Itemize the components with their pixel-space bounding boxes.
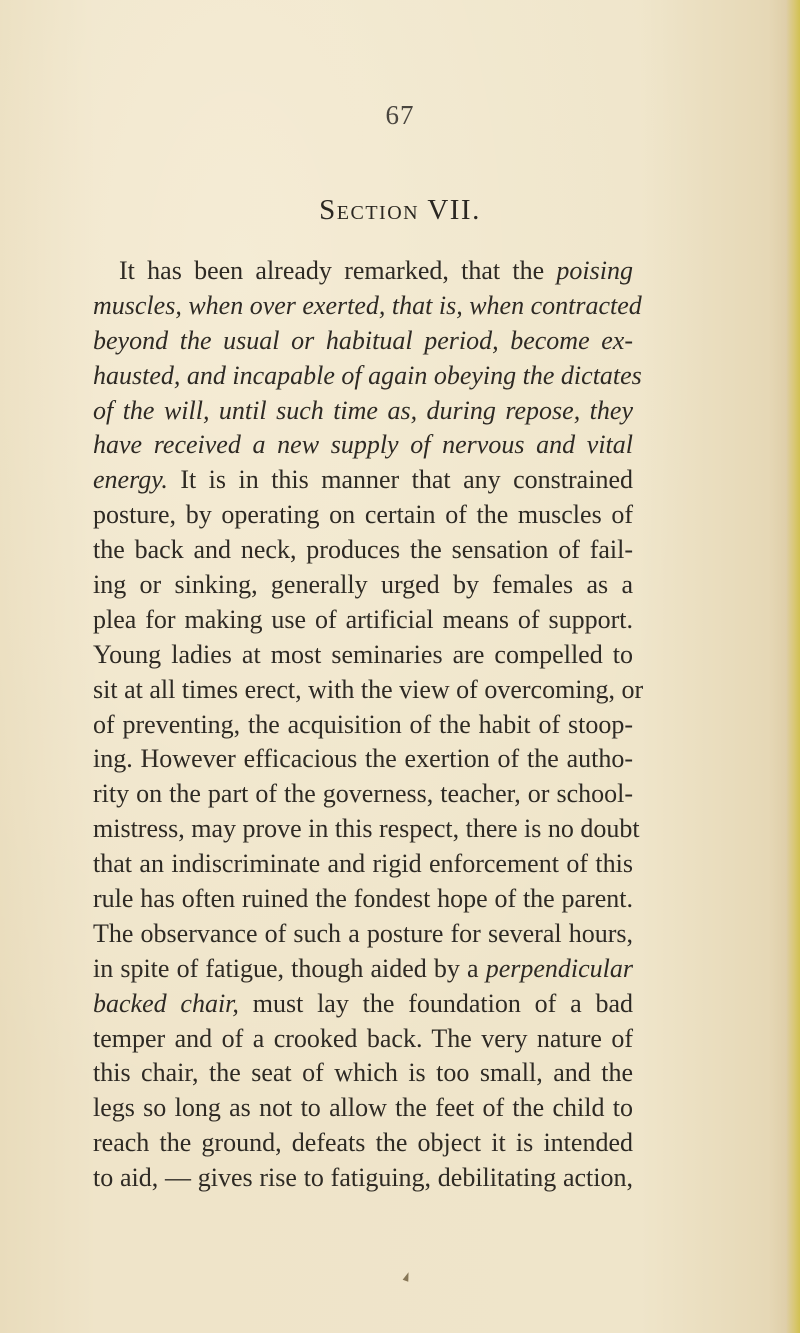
text-line (93, 463, 633, 498)
text-run: ing. However efficacious the exertion of the autho- (93, 744, 633, 774)
italic-text: poising (556, 256, 633, 285)
text-run: in spite of fatigue, though aided by a (93, 953, 486, 983)
text-run: to aid, — gives rise to fatiguing, debilitating action, (93, 1163, 633, 1193)
text-run: posture, by operating on certain of the muscles of (93, 500, 633, 530)
text-line (93, 568, 633, 603)
text-line (93, 952, 633, 987)
text-run: plea for making use of artificial means of support. (93, 604, 633, 634)
text-run: The observance of such a posture for several hours, (93, 918, 633, 948)
text-line (93, 254, 633, 289)
text-line (93, 847, 633, 882)
italic-text: have received a new supply of nervous and vital (93, 430, 633, 460)
text-line (93, 498, 633, 533)
text-line (93, 987, 633, 1022)
text-run: It is in this manner that any constrained (167, 465, 633, 495)
page-number: 67 (385, 100, 415, 130)
text-run: Young ladies at most seminaries are compelled to (93, 639, 633, 669)
ink-speck (403, 1271, 412, 1282)
text-line (93, 673, 644, 708)
text-line (93, 638, 633, 673)
text-line (93, 812, 640, 847)
text-line (93, 359, 642, 394)
text-line (93, 324, 633, 359)
text-run: must lay the foundation of a bad (238, 988, 633, 1018)
text-line (93, 1091, 633, 1126)
text-line (93, 1161, 633, 1196)
text-line (93, 882, 633, 917)
text-run: temper and of a crooked back. The very nature of (93, 1023, 633, 1053)
text-run: of preventing, the acquisition of the habit of stoop- (93, 709, 633, 739)
text-line (93, 1056, 633, 1091)
text-run: reach the ground, defeats the object it is intended (93, 1128, 633, 1158)
italic-text: hausted, and incapable of again obeying the dictates (93, 360, 642, 390)
text-line (93, 394, 633, 429)
text-line (93, 1126, 633, 1161)
text-run: the back and neck, produces the sensation of fail- (93, 535, 633, 565)
text-run: rity on the part of the governess, teacher, or school- (93, 779, 633, 809)
italic-text: beyond the usual or habitual period, become ex- (93, 325, 633, 355)
text-run: ing or sinking, generally urged by females as a (93, 570, 633, 600)
text-run: rule has often ruined the fondest hope of the parent. (93, 884, 633, 914)
italic-text: of the will, until such time as, during repose, they (93, 395, 633, 425)
text-line (93, 777, 633, 812)
text-line (93, 533, 633, 568)
text-line (93, 1022, 633, 1057)
text-line (93, 428, 633, 463)
text-line (93, 708, 633, 743)
text-line (93, 603, 633, 638)
italic-text: backed chair, (93, 988, 239, 1018)
text-run: this chair, the seat of which is too small, and the (93, 1058, 633, 1088)
text-line (93, 289, 642, 324)
italic-text: muscles, when over exerted, that is, when contracted (93, 290, 642, 320)
text-line (93, 917, 633, 952)
body-paragraph (93, 254, 644, 1196)
text-run: that an indiscriminate and rigid enforcement of this (93, 849, 633, 879)
text-run: legs so long as not to allow the feet of the child to (93, 1093, 633, 1123)
italic-text: energy. (93, 465, 168, 495)
text-run: mistress, may prove in this respect, there is no doubt (93, 814, 640, 844)
italic-text: perpendicular (485, 953, 633, 983)
text-run: It has been already remarked, that the (119, 256, 557, 285)
section-heading: Section VII. (319, 194, 481, 226)
text-run: sit at all times erect, with the view of overcoming, or (93, 674, 644, 704)
text-line (93, 742, 633, 777)
